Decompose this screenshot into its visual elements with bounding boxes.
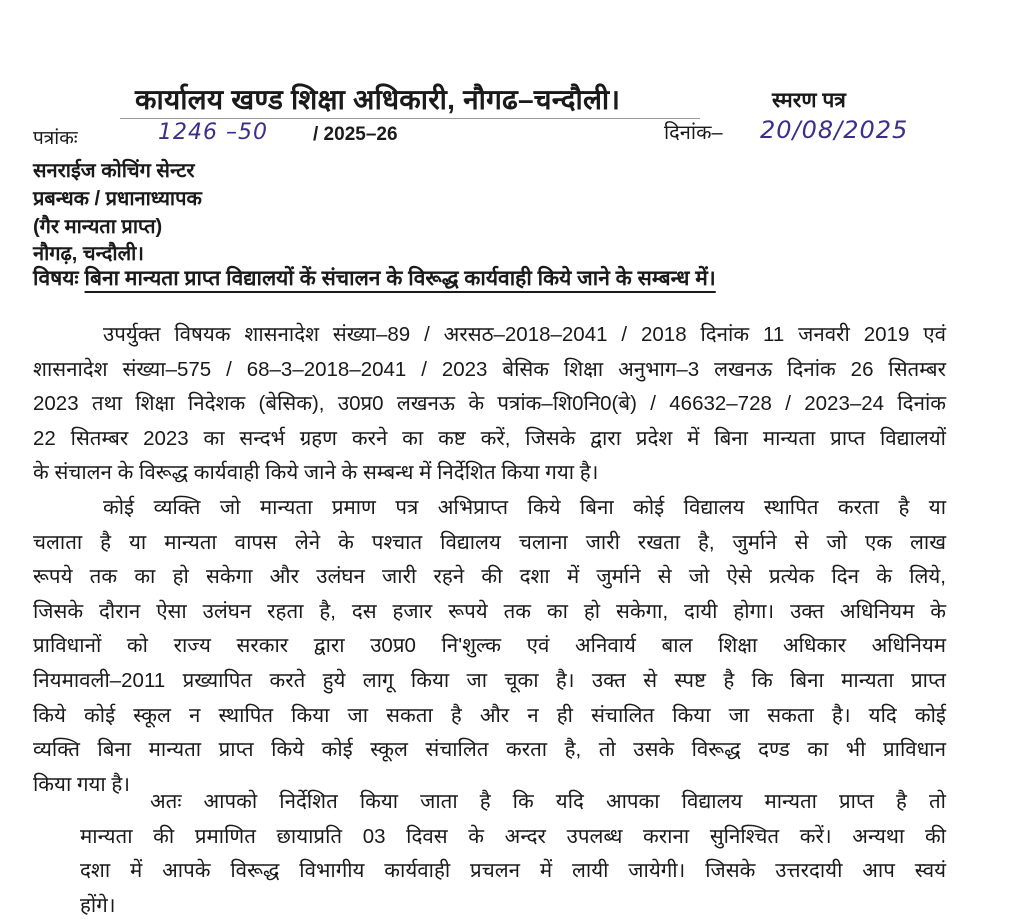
paragraph-line: अतः आपको निर्देशित किया जाता है कि यदि आपका विद्यालय मान्यता प्राप्त है तो	[150, 790, 946, 813]
paragraph-line: जिसके दौरान ऐसा उलंघन रहता है, दस हजार रूपये तक का हो सकेगा, दायी होगा। उक्त अधिनियम के	[33, 599, 946, 623]
office-title: कार्यालय खण्ड शिक्षा अधिकारी, नौगढ–चन्दौली।	[135, 84, 621, 115]
paragraph-line: 2023 तथा शिक्षा निदेशक (बेसिक), उ0प्र0 लखनऊ के पत्रांक–शि0नि0(बे) / 46632–728 / 2023–24 दिनांक	[33, 392, 946, 416]
recipient-designation: प्रबन्धक / प्रधानाध्यापक	[33, 188, 202, 210]
paragraph-line: शासनादेश संख्या–575 / 68–3–2018–2041 / 2023 बेसिक शिक्षा अनुभाग–3 लखनऊ दिनांक 26 सितम्बर	[33, 357, 946, 381]
reference-label: पत्रांकः	[33, 128, 78, 149]
paragraph-line: किया गया है।	[33, 772, 131, 796]
paragraph-line: 22 सितम्बर 2023 का सन्दर्भ ग्रहण करने का कष्ट करें, जिसके द्वारा प्रदेश में बिना मान्यता प्राप्त विद्यालयों	[33, 426, 946, 450]
paragraph-line: नियमावली–2011 प्रख्यापित करते हुये लागू किया जा चूका है। उक्त से स्पष्ट है कि बिना मान्यता प्राप्त	[33, 668, 946, 692]
paragraph-line: प्राविधानों को राज्य सरकार द्वारा उ0प्र0 नि'शुल्क एवं अनिवार्य बाल शिक्षा अधिकार अधिनियम	[33, 634, 946, 658]
recipient-name: सनराईज कोचिंग सेन्टर	[33, 160, 195, 182]
paragraph-line: के संचालन के विरूद्ध कार्यवाही किये जाने के सम्बन्ध में निर्देशित किया गया है।	[33, 461, 599, 485]
paragraph-line: मान्यता की प्रमाणित छायाप्रति 03 दिवस के अन्दर उपलब्ध कराना सुनिश्चित करें। अन्यथा की	[80, 824, 946, 848]
paragraph-line: चलाता है या मान्यता वापस लेने के पश्चात विद्यालय चलाना जारी रखता है, जुर्माने से जो एक लाख	[33, 530, 946, 554]
paragraph-line: कोई व्यक्ति जो मान्यता प्रमाण पत्र अभिप्राप्त किये बिना कोई विद्यालय स्थापित करता है या	[103, 496, 946, 519]
paragraph-line: उपर्युक्त विषयक शासनादेश संख्या–89 / अरसठ–2018–2041 / 2018 दिनांक 11 जनवरी 2019 एवं	[103, 323, 946, 346]
paragraph-line: व्यक्ति बिना मान्यता प्राप्त किये कोई स्कूल संचालित करता है, तो उसके विरूद्ध दण्ड का भी प्राविधान	[33, 738, 946, 762]
subject-line	[33, 264, 716, 292]
paragraph-line: रूपये तक का हो सकेगा और उलंघन जारी रहने की दशा में जुर्माने से जो ऐसे प्रत्येक दिन के लिये,	[33, 565, 946, 589]
date-label: दिनांक–	[664, 122, 723, 144]
subject-label: विषयः	[33, 267, 79, 290]
paragraph-1	[33, 318, 946, 491]
paragraph-line: दशा में आपके विरूद्ध विभागीय कार्यवाही प्रचलन में लायी जायेगी। जिसके उत्तरदायी आप स्वयं	[80, 859, 946, 883]
paragraph-line: होंगे।	[80, 893, 116, 917]
recipient-status: (गैर मान्यता प्राप्त)	[33, 216, 163, 238]
header-divider	[120, 118, 700, 119]
paragraph-3	[80, 785, 946, 923]
paragraph-line: किये कोई स्कूल न स्थापित किया जा सकता है और न ही संचालित किया जा सकता है। यदि कोई	[33, 703, 946, 727]
reference-number-handwritten: 1246 –50	[158, 120, 268, 145]
subject-text: बिना मान्यता प्राप्त विद्यालयों कें संचालन के विरूद्ध कार्यवाही किये जाने के सम्बन्ध में।	[84, 267, 716, 290]
memo-label: स्मरण पत्र	[772, 89, 846, 112]
reference-year: / 2025–26	[313, 124, 398, 145]
recipient-location: नौगढ़, चन्दौली।	[33, 243, 144, 265]
paragraph-2	[33, 491, 946, 802]
date-handwritten: 20/08/2025	[760, 116, 909, 144]
